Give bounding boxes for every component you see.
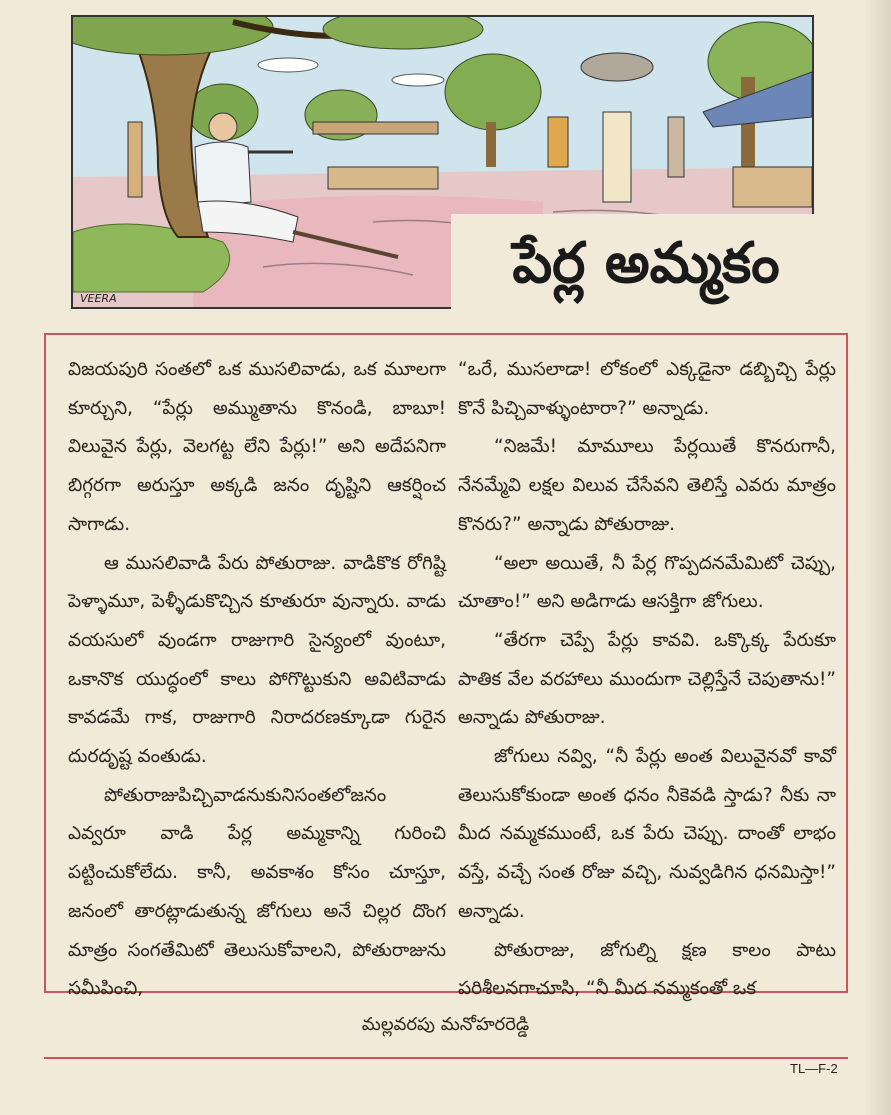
- paragraph: విజయపురి సంతలో ఒక ముసలివాడు, ఒక మూలగా కూర్చుని, “పేర్లు అమ్ముతాను కొనండి, బాబూ! విలువైన పేర్లు, వెలగట్ట లేని పేర్లు!” అని అదేపనిగా బిగ్గరగా అరుస్తూ అక్కడి జనం దృష్టిని ఆకర్షించ సాగాడు.: [68, 359, 446, 535]
- author-name: మల్లవరపు మనోహరరెడ్డి: [361, 1014, 530, 1035]
- paragraph: పోతురాజు, జోగుల్ని క్షణ కాలం పాటు పరిశీలనగాచూసి, “నీ మీద నమ్మకంతో ఒక: [458, 939, 836, 1000]
- paragraph: “అలా అయితే, నీ పేర్ల గొప్పదనమేమిటో చెప్పు, చూతాం!” అని అడిగాడు ఆసక్తిగా జోగులు.: [458, 552, 836, 613]
- story-title: పేర్ల అమ్మకం: [512, 231, 780, 296]
- footer-divider: [44, 1057, 848, 1059]
- scan-shadow: [863, 0, 891, 1115]
- story-text-frame: [44, 333, 848, 1000]
- text-column-left: [68, 351, 446, 1009]
- page-code: TL—F-2: [790, 1061, 838, 1076]
- paragraph: “తేరగా చెప్పే పేర్లు కావవి. ఒక్కొక్క పేరుకూ పాతిక వేల వరహాలు ముందుగా చెల్లిస్తేనే చెపుతాను!” అన్నాడు పోతురాజు.: [458, 629, 836, 729]
- text-column-right: [458, 351, 836, 1009]
- paragraph: “ఒరే, ముసలాడా! లోకంలో ఎక్కడైనా డబ్బిచ్చి పేర్లు కొనే పిచ్చివాళ్ళుంటారా?” అన్నాడు.: [458, 359, 836, 419]
- paragraph: “నిజమే! మామూలు పేర్లయితే కొనరుగానీ, నేనమ్మేవి లక్షల విలువ చేసేవని తెలిస్తే ఎవరు మాత్రం కొనరు?” అన్నాడు పోతురాజు.: [458, 436, 836, 535]
- illustrator-signature: VEERA: [80, 292, 117, 305]
- paragraph: పోతురాజుపిచ్చివాడనుకునిసంతలోజనం ఎవ్వరూ వాడి పేర్ల అమ్మకాన్ని గురించి పట్టించుకోలేదు. కానీ, అవకాశం కోసం చూస్తూ, జనంలో తారట్లాడుతున్న జోగులు అనే చిల్లర దొంగ మాత్రం సంగతేమిటో తెలుసుకోవాలని, పోతురాజును సమీపించి,: [68, 784, 446, 1000]
- title-panel: [451, 214, 831, 314]
- paragraph: జోగులు నవ్వి, “నీ పేర్లు అంత విలువైనవో కావో తెలుసుకోకుండా అంత ధనం నీకెవడి స్తాడు? నీకు నా మీద నమ్మకముంటే, ఒక పేరు చెప్పు. దాంతో లాభం వస్తే, వచ్చే సంత రోజు వచ్చి, నువ్వడిగిన ధనమిస్తా!” అన్నాడు.: [458, 746, 836, 922]
- paragraph: ఆ ముసలివాడి పేరు పోతురాజు. వాడికొక రోగిష్టి పెళ్ళామూ, పెళ్ళీడుకొచ్చిన కూతురూ వున్నారు. వాడు వయసులో వుండగా రాజుగారి సైన్యంలో వుంటూ, ఒకానొక యుద్ధంలో కాలు పోగొట్టుకుని అవిటివాడు కావడమే గాక, రాజుగారి నిరాదరణక్కూడా గురైన దురదృష్ట వంతుడు.: [68, 552, 446, 768]
